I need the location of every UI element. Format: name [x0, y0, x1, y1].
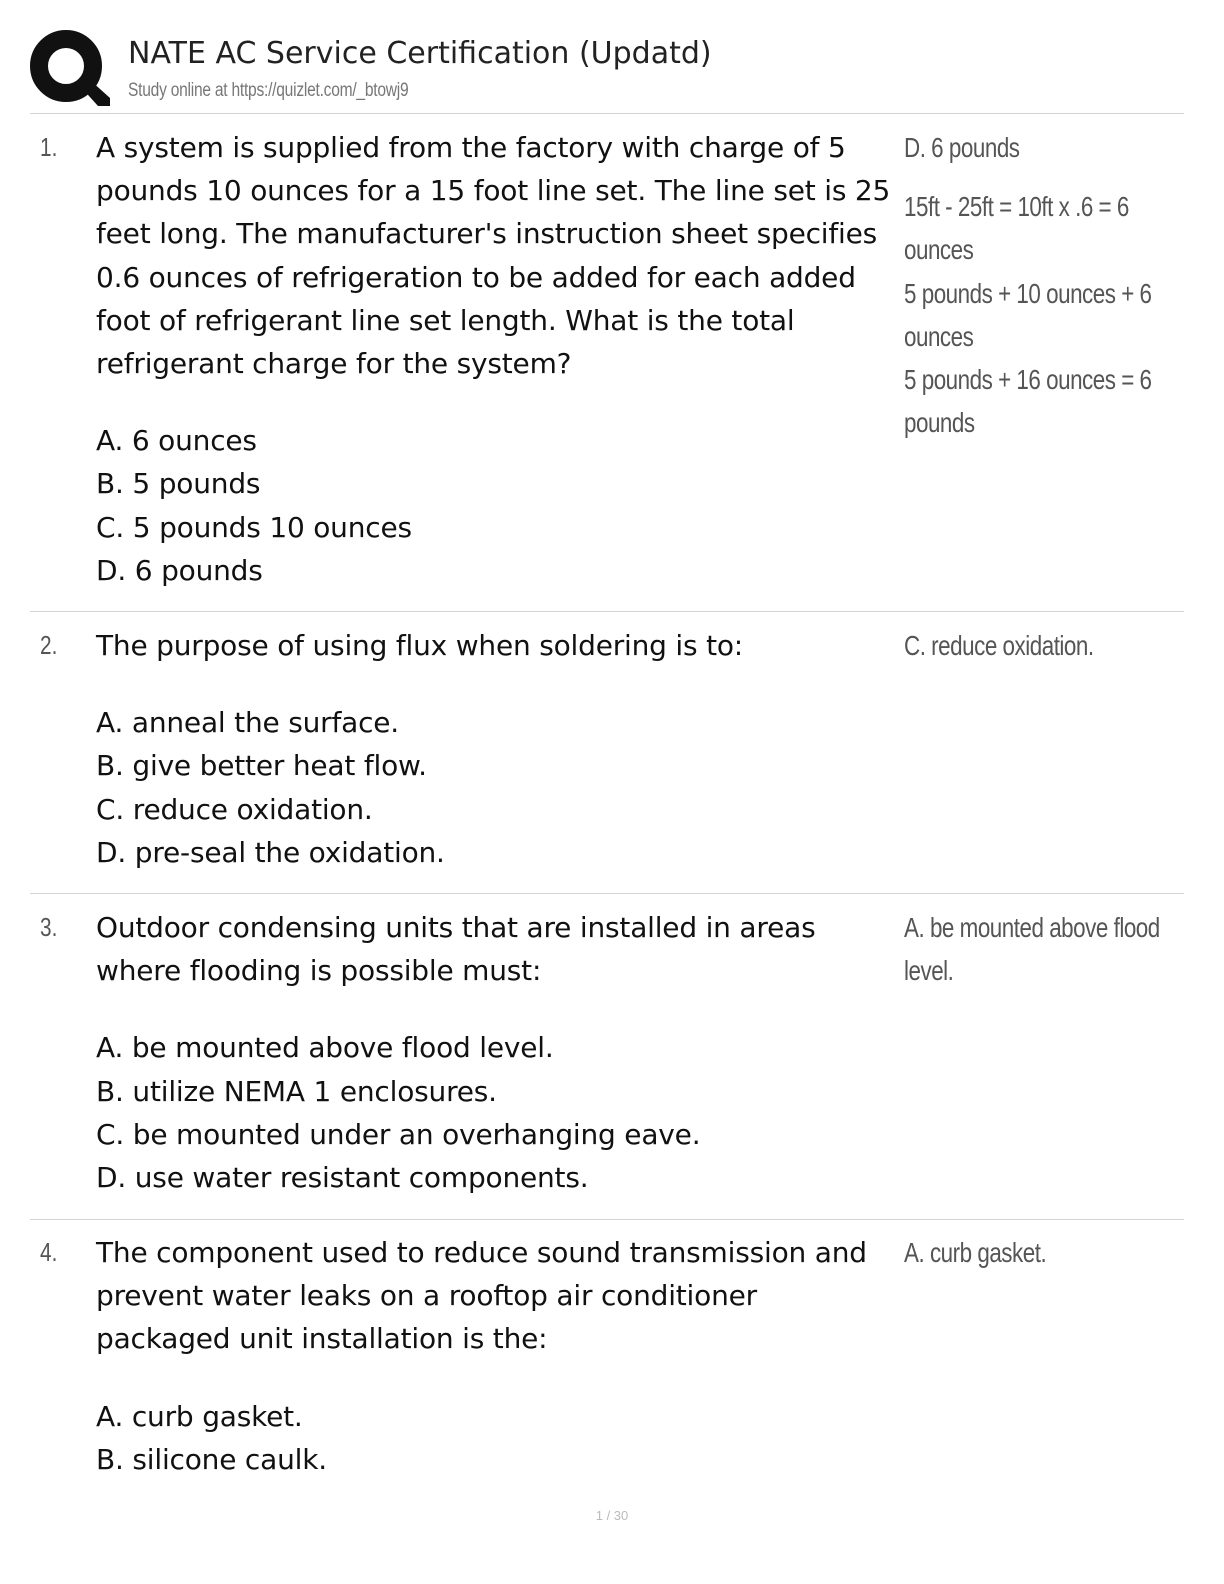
- answer-line: level.: [904, 955, 954, 987]
- page-header: [28, 28, 1184, 114]
- answer-line: pounds: [904, 407, 975, 439]
- answer-block: [904, 1231, 1168, 1274]
- options-list: [96, 419, 896, 592]
- answer-line: C. reduce oxidation.: [904, 630, 1094, 661]
- study-online-link[interactable]: Study online at https://quizlet.com/_btowj9: [128, 80, 409, 101]
- divider: [30, 893, 1184, 894]
- answer-spacer: [904, 169, 1168, 185]
- options-list: [96, 701, 896, 874]
- question-text: The purpose of using flux when soldering is to:: [96, 629, 744, 662]
- answer-block: [904, 906, 1168, 992]
- answer-line: D. 6 pounds: [904, 132, 1020, 163]
- option-a: A. be mounted above flood level.: [96, 1031, 554, 1065]
- answer-line: A. be mounted above flood: [904, 912, 1160, 943]
- page-number: 1 / 30: [595, 1508, 629, 1523]
- document-title: NATE AC Service Certification (Updatd): [128, 36, 712, 71]
- card-number: 4.: [40, 1237, 58, 1267]
- options-list: [96, 1395, 896, 1481]
- card-number: 3.: [40, 912, 58, 942]
- question-text: The component used to reduce sound transmission and prevent water leaks on a rooftop air conditioner packaged unit installation is the:: [96, 1236, 867, 1356]
- question-block: [96, 906, 896, 1199]
- option-a: A. curb gasket.: [96, 1399, 303, 1433]
- option-b: B. utilize NEMA 1 enclosures.: [96, 1074, 497, 1108]
- answer-line: A. curb gasket.: [904, 1237, 1047, 1268]
- option-c: C. reduce oxidation.: [96, 792, 373, 826]
- option-d: D. 6 pounds: [96, 553, 263, 587]
- options-list: [96, 1026, 896, 1199]
- answer-line: ounces: [904, 234, 974, 266]
- card-number: 1.: [40, 132, 58, 162]
- question-block: [96, 624, 896, 874]
- question-text: Outdoor condensing units that are installed in areas where flooding is possible must:: [96, 911, 816, 988]
- option-b: B. silicone caulk.: [96, 1442, 327, 1476]
- question-block: [96, 126, 896, 592]
- divider: [30, 113, 1184, 114]
- answer-block: [904, 126, 1168, 444]
- quizlet-logo-icon: [28, 28, 110, 110]
- option-d: D. pre-seal the oxidation.: [96, 835, 445, 869]
- answer-block: [904, 624, 1168, 667]
- option-a: A. 6 ounces: [96, 424, 257, 458]
- answer-line: ounces: [904, 320, 974, 352]
- option-c: C. be mounted under an overhanging eave.: [96, 1117, 701, 1151]
- divider: [30, 1219, 1184, 1220]
- question-block: [96, 1231, 896, 1481]
- answer-line: 15ft - 25ft = 10ft x .6 = 6: [904, 191, 1129, 223]
- question-text: A system is supplied from the factory with charge of 5 pounds 10 ounces for a 15 foot line set. The line set is 25 feet long. The manufacturer's instruction sheet specifies 0.6 ounces of refrigeration to be added for each added foot of refrigerant line set length. What is the total refrigerant charge for the system?: [96, 131, 891, 381]
- option-b: B. give better heat flow.: [96, 749, 427, 783]
- option-b: B. 5 pounds: [96, 467, 261, 501]
- divider: [30, 611, 1184, 612]
- card-number: 2.: [40, 630, 58, 660]
- option-d: D. use water resistant components.: [96, 1161, 589, 1195]
- option-a: A. anneal the surface.: [96, 706, 400, 740]
- answer-line: 5 pounds + 10 ounces + 6: [904, 277, 1152, 309]
- answer-line: 5 pounds + 16 ounces = 6: [904, 364, 1152, 396]
- option-c: C. 5 pounds 10 ounces: [96, 510, 412, 544]
